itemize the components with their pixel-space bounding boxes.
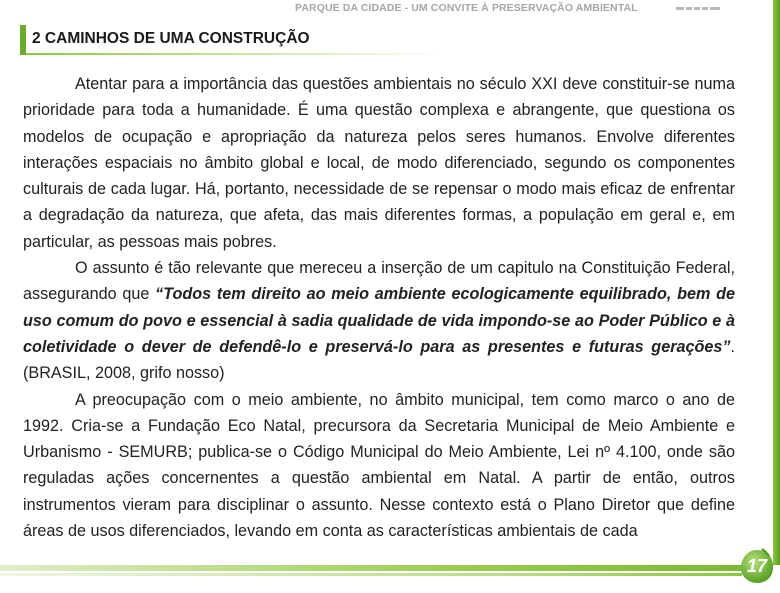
footer-rule: [0, 565, 748, 571]
right-edge-strip: [773, 0, 780, 565]
running-header: PARQUE DA CIDADE - UM CONVITE À PRESERVAÇÃO AMBIENTAL: [295, 2, 638, 14]
constitution-quote: “Todos tem direito ao meio ambiente ecologicamente equilibrado, bem de uso comum do povo e essencial à sadia qualidade de vida impondo-se ao Poder Público e à coletividade o dever de defendê-lo e preservá-lo para as presentes e futuras gerações”: [23, 285, 735, 356]
paragraph-2-lead: O assunto é tão relevante que mereceu a inserção de um capitulo na Constituição Federal, assegurando que: [23, 259, 735, 304]
body-text: [23, 71, 735, 544]
header-dash-ornament: [676, 7, 720, 10]
paragraph-2-citation: . (BRASIL, 2008, grifo nosso): [23, 337, 735, 383]
paragraph-3: A preocupação com o meio ambiente, no âmbito municipal, tem como marco o ano de 1992. Cria-se a Fundação Eco Natal, precursora da Secretaria Municipal de Meio Ambiente e Urbanismo - SEMURB; publica-se o Código Municipal do Meio Ambiente, Lei nº 4.100, onde são reguladas ações concernentes a questão ambiental em Natal. A partir de então, outros instrumentos vieram para disciplinar o assunto. Nesse contexto está o Plano Diretor que define áreas de usos diferenciados, levando em conta as características ambientais de cada: [23, 390, 735, 541]
footer-rule-secondary: [0, 573, 742, 576]
section-marker-bar: [20, 25, 26, 55]
paragraph-1: Atentar para a importância das questões ambientais no século XXI deve constituir-se numa prioridade para toda a humanidade. É uma questão complexa e abrangente, que questiona os modelos de ocupação e apropriação da natureza pelos seres humanos. Envolve diferentes interações espaciais no âmbito global e local, de modo diferenciado, segundo os componentes culturais de cada lugar. Há, portanto, necessidade de se repensar o modo mais eficaz de enfrentar a degradação da natureza, que afeta, das mais diferentes formas, a população em geral e, em particular, as pessoas mais pobres.: [23, 75, 735, 251]
section-title: 2 CAMINHOS DE UMA CONSTRUÇÃO: [32, 30, 310, 47]
paragraph-2: [23, 255, 735, 386]
section-underline: [26, 53, 446, 55]
page-number: 17: [746, 556, 768, 576]
